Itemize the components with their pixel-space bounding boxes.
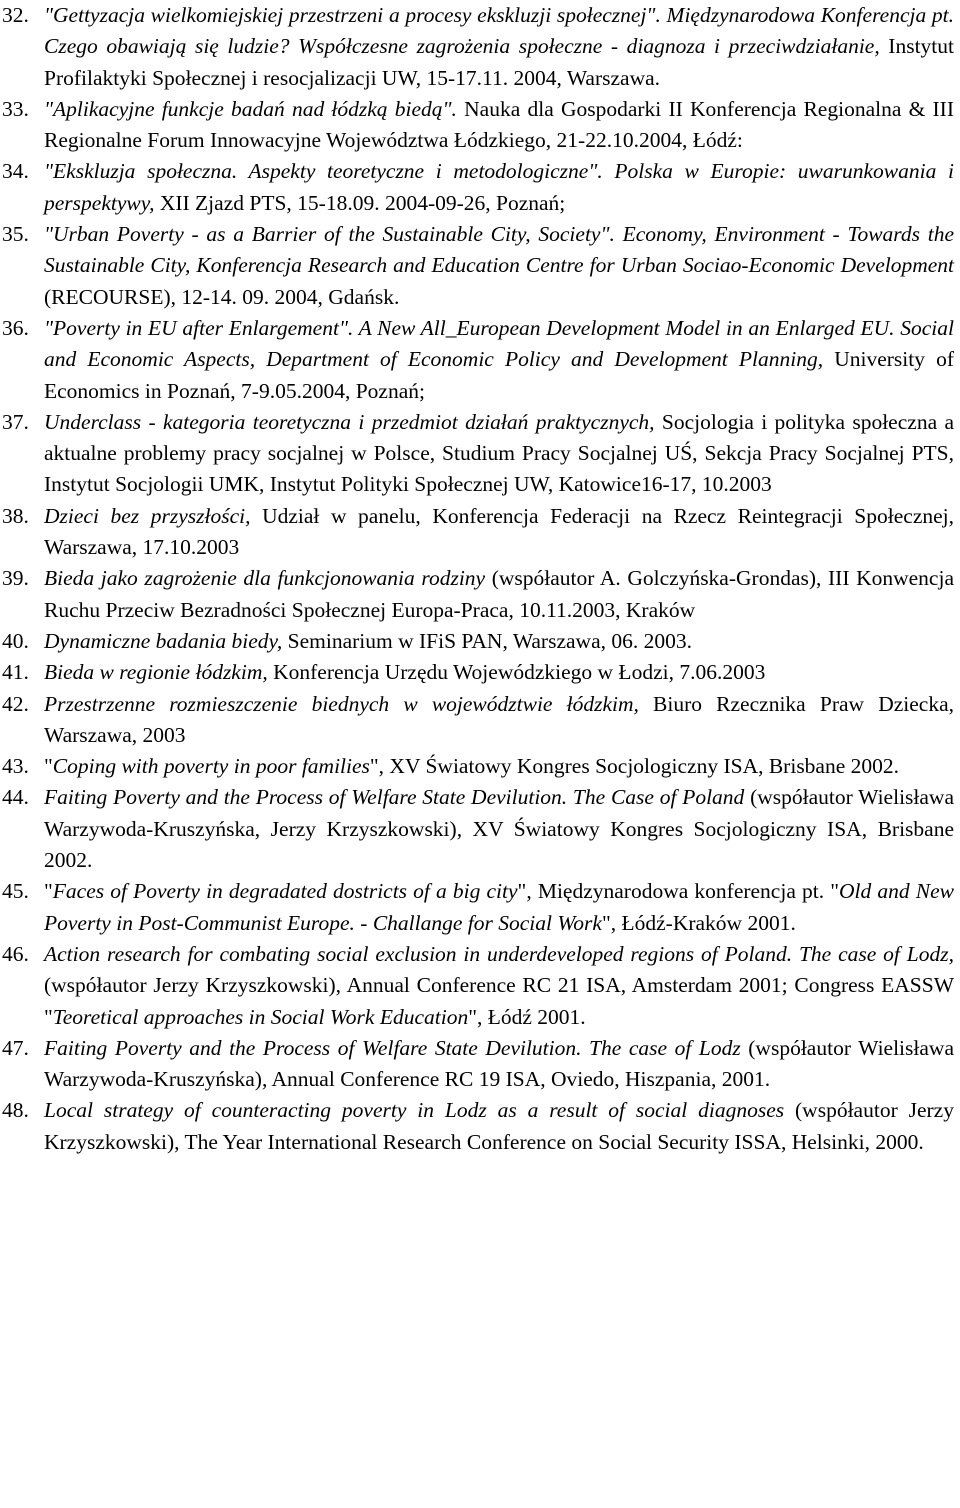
item-number: 47. [2,1035,29,1060]
plain-text: XII Zjazd PTS, 15-18.09. 2004-09-26, Poznań; [154,190,566,215]
italic-title-text: Teoretical approaches in Social Work Education [52,1004,469,1029]
list-item [0,1033,954,1096]
italic-title-text: Coping with poverty in poor families [52,754,370,779]
item-number: 34. [2,159,29,184]
item-text [44,689,954,752]
plain-text: (współautor Jerzy Krzyszkowski), The Year International Research Conference on Social Security ISSA, Helsinki, 2000. [44,1098,954,1154]
italic-title-text: Czego obawiają się ludzie? Współczesne zagrożenia społeczne - diagnoza i przeciwdziałanie, [44,34,880,59]
item-number: 48. [2,1098,29,1123]
item-number: 33. [2,96,29,121]
plain-text: ", Międzynarodowa konferencja pt. " [517,879,840,904]
item-text [44,501,954,564]
italic-title-text: Underclass - kategoria teoretyczna i przedmiot działań praktycznych, [44,409,655,434]
plain-text: Konferencja Urzędu Wojewódzkiego w Łodzi, 7.06.2003 [267,660,766,685]
italic-title-text: "Poverty in EU after Enlargement". A New All_European Development Model in an Enlarged EU. Social and Economic Aspects, Department of Economic Policy and Development Planning, [44,315,954,372]
plain-text: (współautor A. Golczyńska-Grondas), III Konwencja Ruchu Przeciw Bezradności Społecznej Europa-Praca, 10.11.2003, Kraków [44,566,954,622]
item-number: 39. [2,566,29,591]
item-number: 40. [2,628,29,653]
list-item [0,501,954,564]
italic-title-text: Local strategy of counteracting poverty in Lodz as a result of social diagnoses [44,1098,785,1123]
list-item [0,782,954,876]
item-number: 42. [2,691,29,716]
item-text [44,657,954,688]
list-item [0,657,954,688]
list-item [0,876,954,939]
item-text [44,939,954,1033]
list-item [0,1095,954,1158]
item-text [44,1095,954,1158]
plain-text: (współautor Wielisława Warzywoda-Kruszyńska, Jerzy Krzyszkowski), XV Światowy Kongres Socjologiczny ISA, Brisbane 2002. [44,785,954,873]
italic-title-text: Old and New Poverty in Post-Communist Europe. - Challange for Social Work [44,879,954,935]
item-number: 43. [2,754,29,779]
plain-text: University of Economics in Poznań, 7-9.05.2004, Poznań; [44,347,954,403]
list-item [0,407,954,501]
item-number: 46. [2,941,29,966]
list-item [0,626,954,657]
list-item [0,0,954,94]
list-item [0,156,954,219]
italic-title-text: Dzieci bez przyszłości, [44,503,251,528]
plain-text: ", Łódź 2001. [468,1004,586,1029]
item-text [44,751,954,782]
item-text [44,876,954,939]
item-text [44,0,954,94]
list-item [0,689,954,752]
item-text [44,156,954,219]
list-item [0,219,954,313]
item-number: 41. [2,660,29,685]
italic-title-text: Bieda jako zagrożenie dla funkcjonowania rodziny [44,566,486,591]
item-number: 36. [2,315,29,340]
plain-text: ", XV Światowy Kongres Socjologiczny ISA, Brisbane 2002. [369,754,900,779]
italic-title-text: "Gettyzacja wielkomiejskiej przestrzeni a procesy ekskluzji społecznej". Międzynarodowa Konferencja pt. [44,3,954,27]
plain-text: Seminarium w IFiS PAN, Warszawa, 06. 2003. [282,628,692,653]
list-item [0,94,954,157]
plain-text: Nauka dla Gospodarki II Konferencja Regionalna & III Regionalne Forum Innowacyjne Województwa Łódzkiego, 21-22.10.2004, Łódź: [44,96,954,153]
item-text [44,563,954,626]
item-text [44,219,954,313]
item-number: 44. [2,785,29,810]
plain-text: (współautor Jerzy Krzyszkowski), Annual Conference RC 21 ISA, Amsterdam 2001; Congress EASSW " [44,973,954,1029]
item-text [44,313,954,407]
plain-text: Biuro Rzecznika Praw Dziecka, Warszawa, 2003 [44,691,954,747]
italic-title-text: Faces of Poverty in degradated dostricts of a big city [52,879,518,904]
list-item [0,313,954,407]
plain-text: (współautor Wielisława Warzywoda-Kruszyńska), Annual Conference RC 19 ISA, Oviedo, Hiszpania, 2001. [44,1035,954,1092]
item-number: 37. [2,409,29,434]
list-item [0,751,954,782]
plain-text: (RECOURSE), 12-14. 09. 2004, Gdańsk. [44,284,400,309]
plain-text: ", Łódź-Kraków 2001. [601,910,796,935]
italic-title-text: "Urban Poverty - as a Barrier of the Sustainable City, Society". Economy, Environment - Towards the Sustainable City, Konferencja Research and Education Centre for Urban Sociao-Economic Development [44,222,954,278]
italic-title-text: Dynamiczne badania biedy, [44,628,283,653]
plain-text: Instytut Profilaktyki Społecznej i resocjalizacji UW, 15-17.11. 2004, Warszawa. [44,34,955,90]
list-item [0,563,954,626]
italic-title-text: Faiting Poverty and the Process of Welfare State Devilution. The case of Lodz [44,1035,741,1060]
italic-title-text: Faiting Poverty and the Process of Welfare State Devilution. The Case of Poland [44,785,745,810]
plain-text: " [44,754,53,779]
list-item [0,939,954,1033]
item-text [44,626,954,657]
item-number: 35. [2,222,29,247]
plain-text: Socjologia i polityka społeczna a aktualne problemy pracy socjalnej w Polsce, Studium Pracy Socjalnej UŚ, Sekcja Pracy Socjalnej PTS, Instytut Socjologii UMK, Instytut Polityki Społecznej UW, Katowice16-17, 10.2003 [44,409,955,497]
italic-title-text: "Aplikacyjne funkcje badań nad łódzką biedą". [44,96,457,121]
item-number: 32. [2,3,29,27]
item-text [44,782,954,876]
item-number: 38. [2,503,29,528]
item-number: 45. [2,879,29,904]
italic-title-text: Przestrzenne rozmieszczenie biednych w województwie łódzkim, [44,691,639,716]
plain-text: " [44,879,53,904]
item-text [44,1033,954,1096]
item-text [44,94,954,157]
italic-title-text: Bieda w regionie łódzkim, [44,660,268,685]
italic-title-text: Action research for combating social exclusion in underdeveloped regions of Poland. The case of Lodz, [44,941,954,966]
italic-title-text: "Ekskluzja społeczna. Aspekty teoretyczne i metodologiczne". Polska w Europie: uwarunkowania i perspektywy, [44,159,954,215]
item-text [44,407,954,501]
plain-text: Udział w panelu, Konferencja Federacji na Rzecz Reintegracji Społecznej, Warszawa, 17.10.2003 [44,503,954,560]
